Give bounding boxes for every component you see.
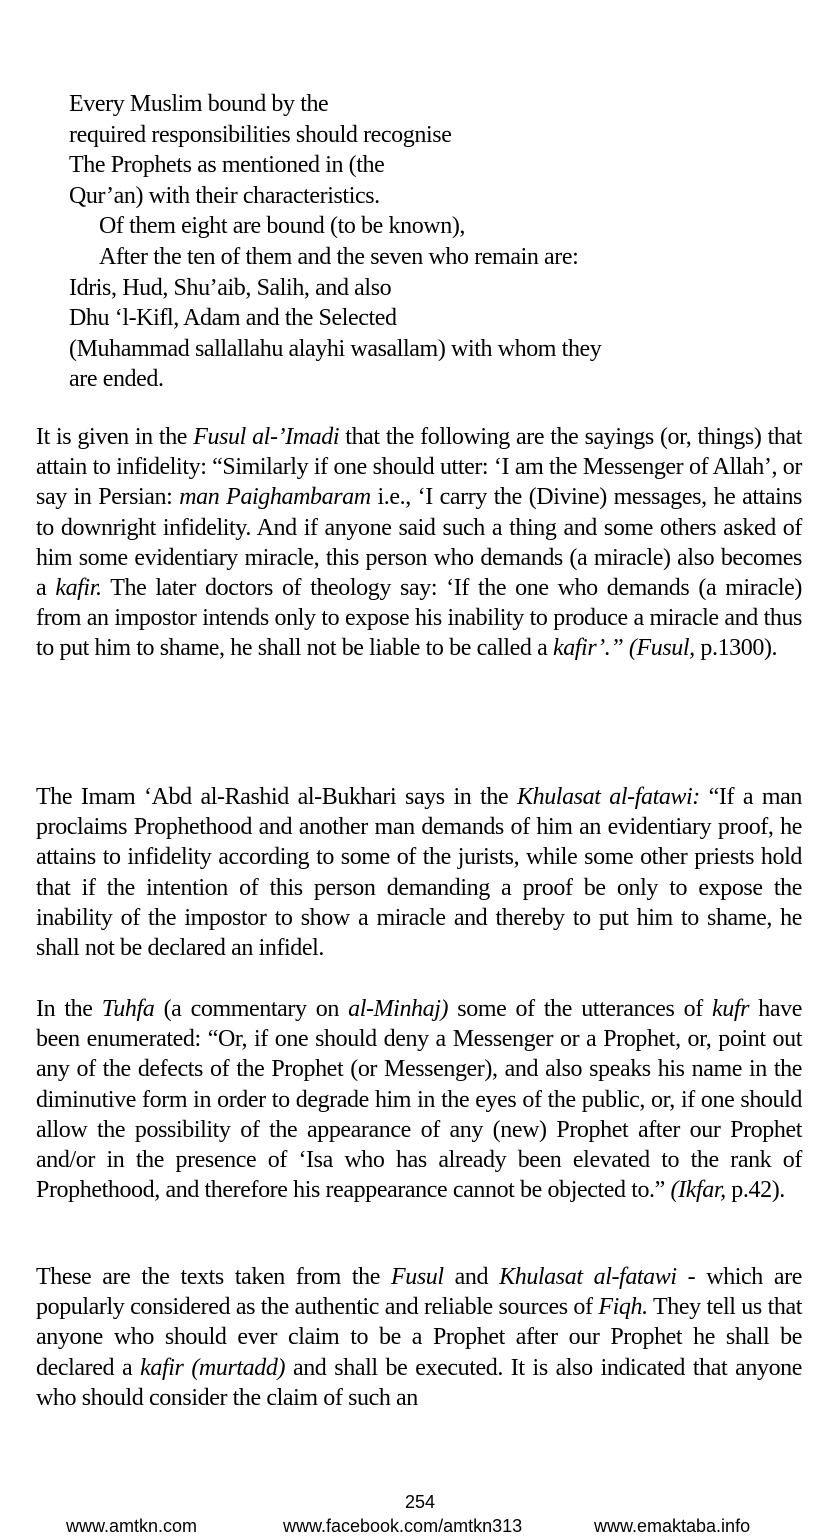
text-run: have been enumerated: “Or, if one should deny a Messenger or a Prophet, or, point out any of the defects of the Prophet (or Messenger), and also speaks his name in the diminutive form in order to degrade him in the eyes of the public, or, if one should allow the possibility of the appearance of any (new) Prophet after our Prophet and/or in the presence of ‘Isa who has already been elevated to the rank of Prophethood, and therefore his reappearance cannot be objected to.” <box>36 996 802 1204</box>
italic-term: Fusul <box>390 1264 444 1290</box>
verse-line: Qur’an) with their characteristics. <box>69 182 380 209</box>
text-run: In the <box>36 996 102 1022</box>
italic-term: Fiqh. <box>598 1294 648 1321</box>
italic-term: kufr <box>712 996 750 1022</box>
italic-term: kafir. <box>55 575 102 602</box>
text-run: These are the texts taken from the <box>36 1264 391 1290</box>
verse-line: Of them eight are bound (to be known), <box>99 213 466 240</box>
text-run: p.1300). <box>694 635 778 662</box>
footer-link-facebook[interactable]: www.facebook.com/amtkn313 <box>283 1516 523 1536</box>
italic-term: Fusul al-’Imadi <box>193 424 340 450</box>
text-run: i.e., ‘I carry the (Divine) messages, he attains to downright infidelity. And if anyone said such a thing and some others asked of him some evidentiary miracle, this person who demands (a miracle) also becomes a <box>36 484 802 602</box>
text-run: - which are popularly considered as the authentic and reliable sources of <box>36 1264 803 1321</box>
italic-term: Khulasat al-fatawi: <box>517 784 700 810</box>
text-run: that the following are the sayings (or, things) that attain to infidelity: “Similarly if one should utter: ‘I am the Messenger of Allah’, or say in Persian: <box>36 424 802 511</box>
text-run: The Imam ‘Abd al-Rashid al-Bukhari says in the <box>36 784 517 810</box>
italic-term: (Ikfar, <box>670 1177 726 1204</box>
text-run: They tell us that anyone who should ever claim to be a Prophet after our Prophet he shall be declared a <box>36 1294 802 1381</box>
verse-line: Dhu ‘l-Kifl, Adam and the Selected <box>69 305 397 332</box>
italic-term: Tuhfa <box>101 996 155 1022</box>
text-run: and shall be executed. It is also indicated that anyone who should consider the claim of such an <box>36 1354 803 1411</box>
verse-block <box>69 89 789 395</box>
page-number: 254 <box>404 1492 436 1512</box>
verse-line: After the ten of them and the seven who remain are: <box>99 243 579 270</box>
italic-term: man Paighambaram <box>179 484 371 511</box>
verse-line: are ended. <box>69 366 164 393</box>
verse-line: (Muhammad sallallahu alayhi wasallam) with whom they <box>69 335 602 362</box>
verse-line: required responsibilities should recognise <box>69 121 452 148</box>
italic-term: kafir (murtadd) <box>140 1354 286 1381</box>
footer-link-amtkn[interactable]: www.amtkn.com <box>66 1516 198 1536</box>
footer-link-emaktaba[interactable]: www.emaktaba.info <box>594 1516 751 1536</box>
italic-term: kafir’.” (Fusul, <box>552 635 695 662</box>
paragraph-conclusion <box>36 1262 802 1413</box>
verse-line: Idris, Hud, Shu’aib, Salih, and also <box>69 274 392 301</box>
paragraph-tuhfa <box>36 994 802 1205</box>
text-run: p.42). <box>725 1177 785 1204</box>
text-run: The later doctors of theology say: ‘If the one who demands (a miracle) from an impostor intends only to expose his inability to produce a miracle and thus to put him to shame, he shall not be liable to be called a <box>36 575 803 662</box>
paragraph-khulasat <box>36 782 802 963</box>
verse-line: Every Muslim bound by the <box>69 91 329 117</box>
text-run: and <box>443 1264 500 1290</box>
paragraph-fusul <box>36 422 802 664</box>
italic-term: Khulasat al-fatawi <box>499 1264 677 1290</box>
text-run: “If a man proclaims Prophethood and another man demands of him an evidentiary proof, he attains to infidelity according to some of the jurists, while some other priests hold that if the intention of this person demanding a proof be only to expose the inability of the impostor to show a miracle and thereby to put him to shame, he shall not be declared an infidel. <box>36 784 802 962</box>
text-run: It is given in the <box>36 424 194 450</box>
text-run: (a commentary on <box>154 996 349 1022</box>
italic-term: al-Minhaj) <box>348 996 449 1022</box>
verse-line: The Prophets as mentioned in (the <box>69 152 385 179</box>
text-run: some of the utterances of <box>448 996 713 1022</box>
